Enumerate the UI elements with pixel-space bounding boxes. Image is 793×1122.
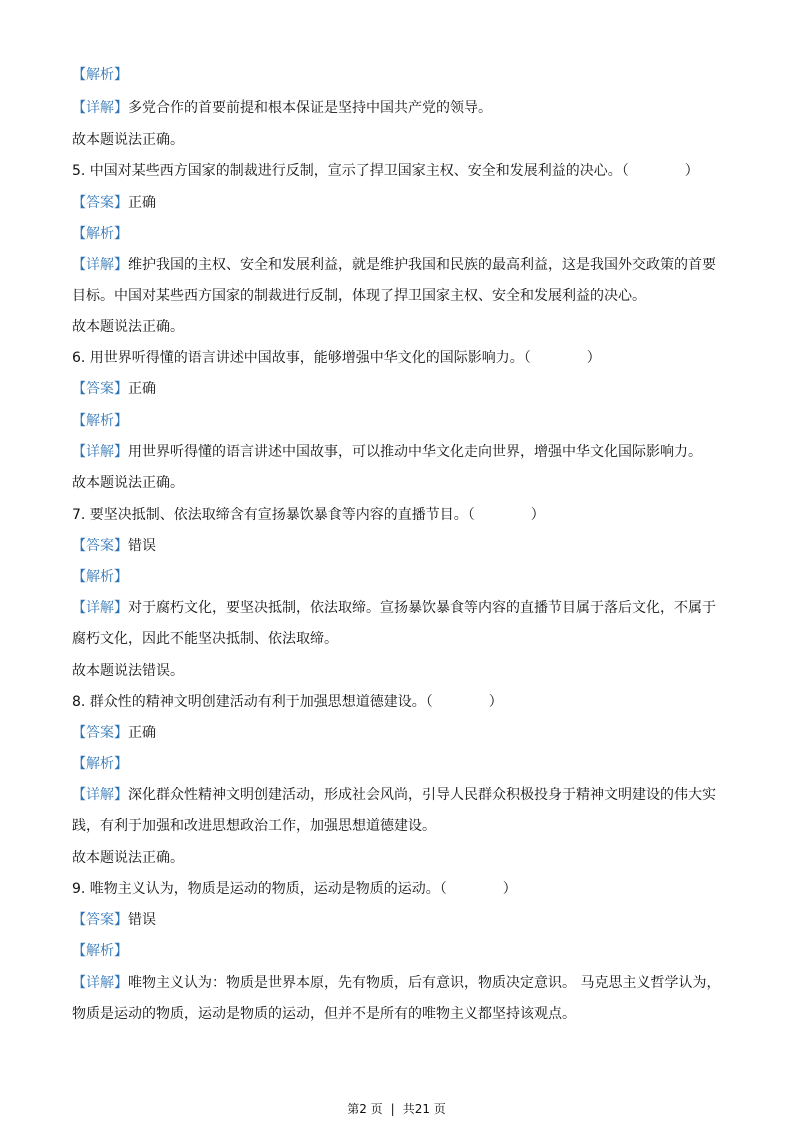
text-line [72, 630, 338, 648]
text-line [72, 942, 128, 960]
line-text: 故本题说法正确。 [72, 475, 184, 491]
section-tag: 【答案】 [72, 195, 128, 211]
line-text: 故本题说法错误。 [72, 663, 184, 679]
text-line [72, 349, 601, 367]
text-line [72, 443, 702, 461]
line-text: 唯物主义认为：物质是世界本原，先有物质，后有意识，物质决定意识。 马克思主义哲学认为， [128, 975, 721, 991]
line-text: 6. 用世界听得懂的语言讲述中国故事，能够增强中华文化的国际影响力。（ ） [72, 350, 601, 366]
section-tag: 【详解】 [72, 975, 128, 991]
text-line [72, 880, 517, 898]
line-text: 用世界听得懂的语言讲述中国故事，可以推动中华文化走向世界，增强中华文化国际影响力。 [128, 444, 702, 460]
section-tag: 【答案】 [72, 725, 128, 741]
text-line [72, 66, 128, 84]
text-line [72, 568, 128, 586]
text-line [72, 849, 184, 867]
section-tag: 【解析】 [72, 67, 128, 83]
text-line [72, 380, 156, 398]
section-tag: 【解析】 [72, 943, 128, 959]
text-line [72, 537, 156, 555]
text-line [72, 662, 184, 680]
section-tag: 【详解】 [72, 600, 128, 616]
text-line [72, 412, 128, 430]
line-text: 目标。中国对某些西方国家的制裁进行反制，体现了捍卫国家主权、安全和发展利益的决心。 [72, 288, 646, 304]
line-text: 7. 要坚决抵制、依法取缔含有宣扬暴饮暴食等内容的直播节目。（ ） [72, 507, 545, 523]
section-tag: 【详解】 [72, 257, 128, 273]
text-line [72, 194, 156, 212]
section-tag: 【解析】 [72, 756, 128, 772]
line-text: 8. 群众性的精神文明创建活动有利于加强思想道德建设。（ ） [72, 694, 503, 710]
line-text: 9. 唯物主义认为，物质是运动的物质，运动是物质的运动。（ ） [72, 881, 517, 897]
page-footer [0, 1100, 793, 1117]
text-line [72, 287, 646, 305]
line-text: 正确 [128, 725, 156, 741]
text-line [72, 256, 716, 274]
section-tag: 【答案】 [72, 381, 128, 397]
text-line [72, 474, 184, 492]
line-text: 正确 [128, 195, 156, 211]
section-tag: 【解析】 [72, 413, 128, 429]
text-line [72, 755, 128, 773]
section-tag: 【答案】 [72, 912, 128, 928]
text-line [72, 817, 436, 835]
text-line [72, 131, 184, 149]
line-text: 多党合作的首要前提和根本保证是坚持中国共产党的领导。 [128, 100, 492, 116]
text-line [72, 724, 156, 742]
text-line [72, 225, 128, 243]
text-line [72, 99, 492, 117]
text-line [72, 974, 720, 992]
text-line [72, 599, 716, 617]
line-text: 对于腐朽文化，要坚决抵制，依法取缔。宣扬暴饮暴食等内容的直播节目属于落后文化，不属于 [128, 600, 716, 616]
line-text: 物质是运动的物质，运动是物质的运动，但并不是所有的唯物主义都坚持该观点。 [72, 1006, 576, 1022]
text-line [72, 318, 184, 336]
section-tag: 【详解】 [72, 444, 128, 460]
line-text: 5. 中国对某些西方国家的制裁进行反制，宣示了捍卫国家主权、安全和发展利益的决心。（ ） [72, 163, 699, 179]
line-text: 深化群众性精神文明创建活动，形成社会风尚，引导人民群众积极投身于精神文明建设的伟大实 [128, 787, 716, 803]
text-line [72, 506, 545, 524]
section-tag: 【解析】 [72, 569, 128, 585]
line-text: 故本题说法正确。 [72, 132, 184, 148]
line-text: 故本题说法正确。 [72, 319, 184, 335]
line-text: 错误 [128, 912, 156, 928]
text-line [72, 911, 156, 929]
section-tag: 【详解】 [72, 787, 128, 803]
text-line [72, 162, 699, 180]
text-line [72, 786, 716, 804]
section-tag: 【解析】 [72, 226, 128, 242]
section-tag: 【答案】 [72, 538, 128, 554]
line-text: 故本题说法正确。 [72, 850, 184, 866]
line-text: 错误 [128, 538, 156, 554]
line-text: 腐朽文化，因此不能坚决抵制、依法取缔。 [72, 631, 338, 647]
page-number: 第2 页 [347, 1102, 383, 1116]
line-text: 正确 [128, 381, 156, 397]
line-text: 维护我国的主权、安全和发展利益，就是维护我国和民族的最高利益，这是我国外交政策的首要 [128, 257, 716, 273]
page-total: 共21 页 [402, 1102, 446, 1116]
text-line [72, 1005, 576, 1023]
line-text: 践，有利于加强和改进思想政治工作，加强思想道德建设。 [72, 818, 436, 834]
section-tag: 【详解】 [72, 100, 128, 116]
footer-separator: | [390, 1102, 395, 1116]
text-line [72, 693, 503, 711]
